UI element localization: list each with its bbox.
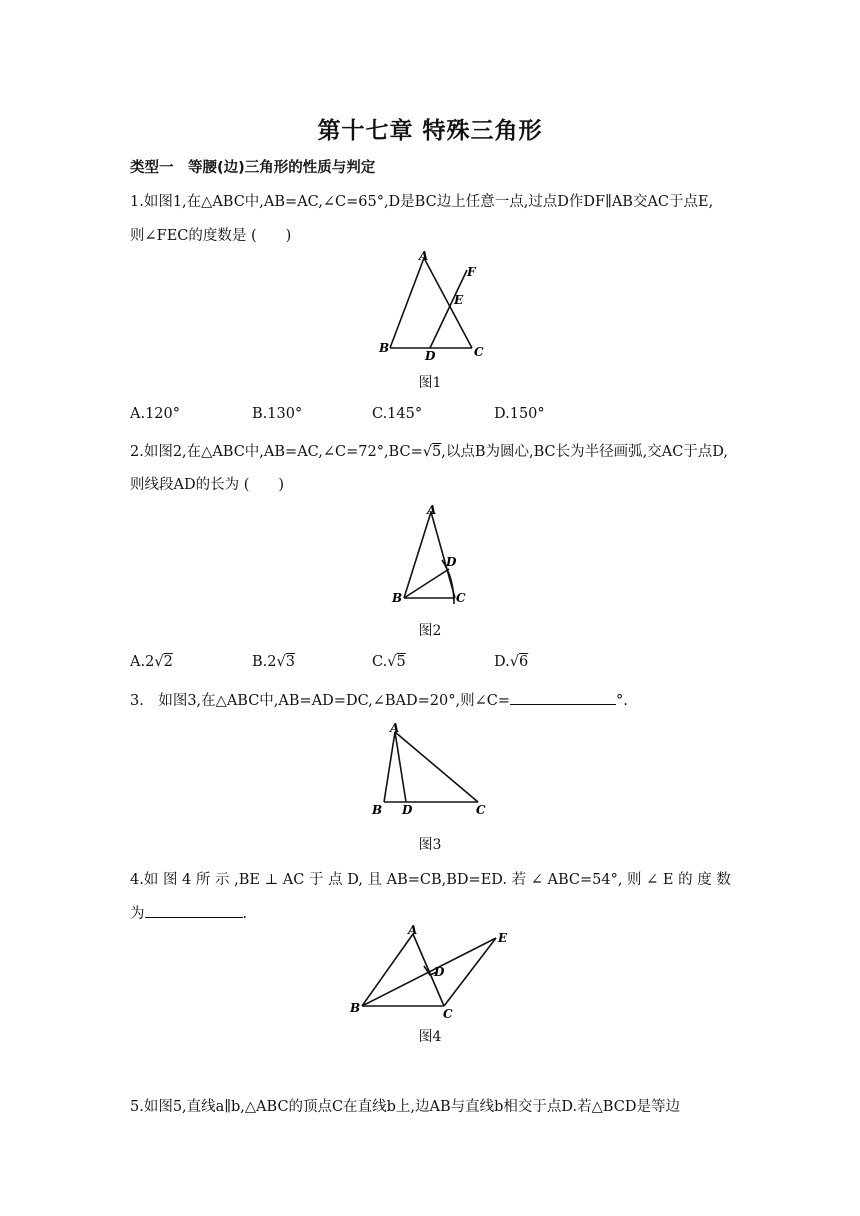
q4-text-line1: 4.如 图 4 所 示 ,BE ⊥ AC 于 点 D, 且 AB=CB,BD=ED. 若 ∠ ABC=54°, 则 ∠ E 的 度 数 xyxy=(130,872,731,888)
q4-answer-blank[interactable] xyxy=(145,903,243,918)
fig4-label-e: E xyxy=(498,931,508,945)
q2-text-part1: 2.如图2,在△ABC中,AB=AC,∠C=72°,BC= xyxy=(130,444,423,460)
q3-text xyxy=(130,689,628,710)
q1-option-b: B.130° xyxy=(252,406,303,422)
q2-text-line2: 则线段AD的长为 ( ) xyxy=(130,477,285,493)
fig3-label-c: C xyxy=(476,803,486,817)
figure-2 xyxy=(388,500,478,612)
q2-option-b: B.2√3 xyxy=(252,654,295,670)
fig4-label-b: B xyxy=(350,1001,361,1015)
q1-option-a: A.120° xyxy=(130,406,181,422)
q1-text-line1: 1.如图1,在△ABC中,AB=AC,∠C=65°,D是BC边上任意一点,过点D作DF∥AB交AC于点E, xyxy=(130,194,714,210)
q2-option-a: A.2√2 xyxy=(130,654,173,670)
fig3-label-b: B xyxy=(372,803,383,817)
q3-answer-blank[interactable] xyxy=(510,690,616,705)
q3-text-part1: 3. 如图3,在△ABC中,AB=AD=DC,∠BAD=20°,则∠C= xyxy=(130,693,511,709)
fig2-label-a: A xyxy=(427,503,437,517)
fig1-label-c: C xyxy=(474,345,484,359)
fig1-label-f: F xyxy=(467,265,476,279)
figure-4 xyxy=(346,920,516,1020)
fig3-label-d: D xyxy=(402,803,413,817)
section-heading: 类型一 等腰(边)三角形的性质与判定 xyxy=(130,160,376,176)
fig3-label-a: A xyxy=(390,721,400,735)
q2-text-line1: 2.如图2,在△ABC中,AB=AC,∠C=72°,BC=√5,以点B为圆心,BC长为半径画弧,交AC于点D, xyxy=(130,444,729,460)
q2-radicand: 5 xyxy=(431,444,442,460)
figure-2-caption: 图2 xyxy=(418,623,442,639)
q3-text-part2: °. xyxy=(616,693,628,709)
figure-1-caption: 图1 xyxy=(418,375,442,391)
figure-3 xyxy=(366,718,496,820)
q1-text-line2: 则∠FEC的度数是 ( ) xyxy=(130,228,292,244)
fig1-label-d: D xyxy=(425,349,436,363)
page-title: 第十七章 特殊三角形 xyxy=(317,118,543,144)
fig4-label-a: A xyxy=(408,923,418,937)
q1-option-c: C.145° xyxy=(372,406,423,422)
fig1-label-a: A xyxy=(419,249,429,263)
q5-text-line1: 5.如图5,直线a∥b,△ABC的顶点C在直线b上,边AB与直线b相交于点D.若△BCD是等边 xyxy=(130,1099,680,1115)
figure-4-caption: 图4 xyxy=(418,1029,442,1045)
fig4-label-d: D xyxy=(434,965,445,979)
fig2-label-b: B xyxy=(392,591,403,605)
q4-text-line2: 为 . xyxy=(130,902,247,923)
q1-option-d: D.150° xyxy=(494,406,545,422)
fig1-label-e: E xyxy=(454,293,464,307)
fig2-label-d: D xyxy=(446,555,457,569)
fig4-label-c: C xyxy=(443,1007,453,1021)
fig2-label-c: C xyxy=(456,591,466,605)
figure-3-caption: 图3 xyxy=(418,837,442,853)
figure-1 xyxy=(370,248,500,368)
q2-text-part2: ,以点B为圆心,BC长为半径画弧,交AC于点D, xyxy=(441,444,729,460)
q2-option-d: D.√6 xyxy=(494,654,529,670)
fig1-label-b: B xyxy=(379,341,390,355)
q2-option-c: C.√5 xyxy=(372,654,406,670)
